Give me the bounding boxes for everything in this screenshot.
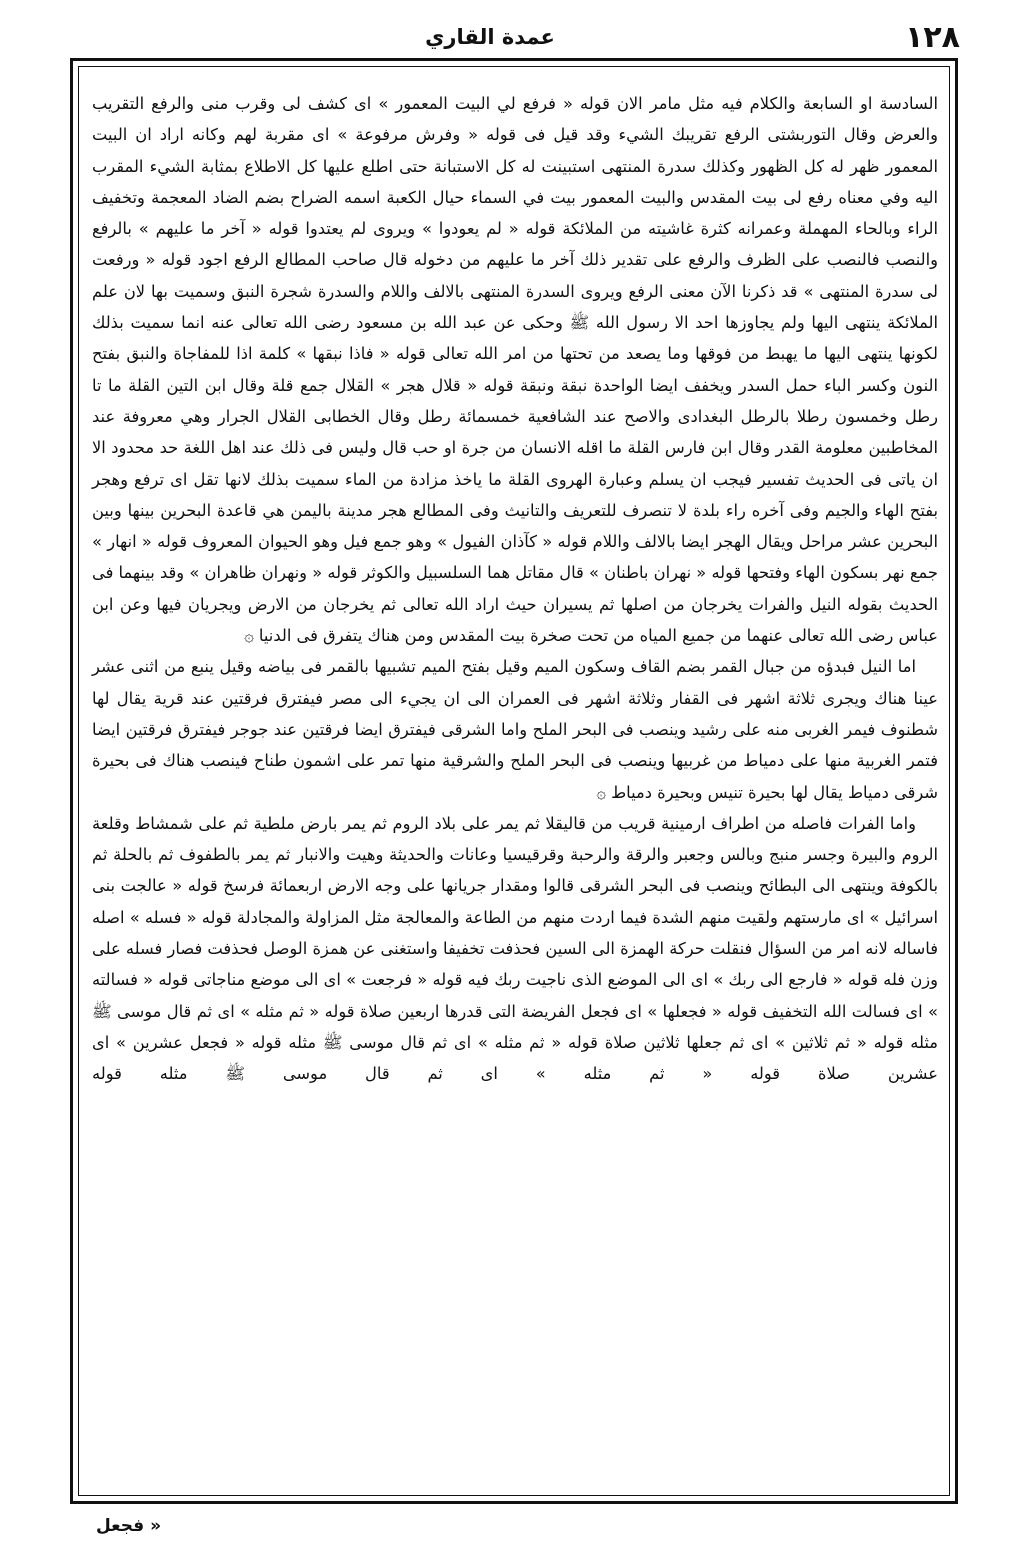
page-number: ١٢٨ <box>905 20 960 55</box>
running-title: عمدة القاري <box>425 25 555 49</box>
commentary-paragraph-euphrates: واما الفرات فاصله من اطراف ارمينية قريب من قاليقلا ثم يمر على بلاد الروم ثم يمر بارض ملطية ثم على شمشاط وقلعة الروم والبيرة وجسر منبج وبالس وجعبر والرقة والرحبة وقرقيسيا وعانات والحديثة وهيت والانبار ثم يمر بالطفوف ثم بالحلة ثم بالكوفة وينتهى الى البطائح وينصب فى البحر الشرقى قالوا ومقدار جريانها على وجه الارض اربعمائة فرسخ قوله « عالجت بنى اسرائيل » اى مارستهم ولقيت منهم الشدة فيما اردت منهم من الطاعة والمعالجة مثل المزاولة والمجادلة قوله « فسله » اصله فاساله لانه امر من السؤال فنقلت حركة الهمزة الى السين فحذفت تخفيفا واستغنى عن همزة الوصل فحذفت فصار فسله على وزن فله قوله « فارجع الى ربك » اى الى الموضع الذى ناجيت ربك فيه قوله « فرجعت » اى الى موضع مناجاتى قوله « فسالته » اى فسالت الله التخفيف قوله « فجعلها » اى فجعل الفريضة التى قدرها اربعين صلاة قوله « ثم مثله » اى ثم قال موسى ﷺ مثله قوله « ثم ثلاثين » اى ثم جعلها ثلاثين صلاة قوله « ثم مثله » اى ثم قال موسى ﷺ مثله قوله « فجعل عشرين » اى عشرين صلاة قوله « ثم مثله » اى ثم قال موسى ﷺ مثله قوله <box>92 813 938 1084</box>
main-text <box>92 88 938 1488</box>
commentary-paragraph-nile: اما النيل فبدؤه من جبال القمر بضم القاف وسكون الميم وقيل بفتح الميم تشبيها بالقمر فى بياضه وقيل ينبع من اثنى عشر عينا هناك ويجرى ثلاثة اشهر فى القفار وثلاثة اشهر فى العمران الى ان يجيء الى مصر فيفترق فرقتين عند قرية يقال لها شطنوف فيمر الغربى منه على رشيد وينصب فى البحر الملح واما الشرقى فيفترق ايضا فرقتين عند جوجر فيفترق فرقتين ايضا فتمر الغربية منها على دمياط من غربيها وينصب فى البحر الملح والشرقية منها تمر على اشمون طناح فينصب هناك فى بحيرة شرقى دمياط يقال لها بحيرة تنيس وبحيرة دمياط ۞ <box>92 657 938 802</box>
catchword: « فجعل <box>96 1516 162 1536</box>
commentary-paragraph-1: السادسة او السابعة والكلام فيه مثل مامر الان قوله « فرفع لي البيت المعمور » اى كشف لى وقرب منى والرفع التقريب والعرض وقال التوربشتى الرفع تقريبك الشيء وقد قيل فى قوله « وفرش مرفوعة » اى مقربة لهم وكانه اراد ان البيت المعمور ظهر له كل الظهور وكذلك سدرة المنتهى استبينت له كل الاستبانة حتى اطلع عليها كل الاطلاع بمثابة الشيء المقرب اليه وفي معناه رفع لى بيت المقدس والبيت المعمور بيت في السماء حيال الكعبة اسمه الضراح بضم الضاد المعجمة وتخفيف الراء وبالحاء المهملة وعمرانه كثرة غاشيته من الملائكة قوله « لم يعودوا » ويروى لم يعتدوا قوله « آخر ما عليهم » بالرفع والنصب فالنصب على الظرف والرفع على تقدير ذلك آخر ما عليهم من دخوله قال صاحب المطالع الرفع اجود قوله « ورفعت لى سدرة المنتهى » قد ذكرنا الآن معنى الرفع ويروى السدرة المنتهى بالالف واللام والسدرة شجرة النبق وسميت بها لان علم الملائكة ينتهى اليها ولم يجاوزها احد الا رسول الله ﷺ وحكى عن عبد الله بن مسعود رضى الله تعالى عنه انما سميت بذلك لكونها ينتهى اليها ما يهبط من فوقها وما يصعد من تحتها من امر الله تعالى قوله « فاذا نبقها » كلمة اذا للمفاجاة والنبق بفتح النون وكسر الباء حمل السدر ويخفف ايضا الواحدة نبقة ونبقة قوله « قلال هجر » القلال جمع قلة وقال ابن التين القلة ما تا رطل وخمسون رطلا بالرطل البغدادى والاصح عند الشافعية خمسمائة رطل وقال الخطابى القلال الجرار وهي معروفة عند المخاطبين معلومة القدر وقال ابن فارس القلة ما اقله الانسان من جرة او حب قال وليس فى ذلك عند اهل اللغة حد محدود الا ان ياتى فى الحديث تفسير فيجب ان يسلم وعبارة الهروى القلة ما ياخذ مزادة من الماء سميت بذلك لانها تقل اى ترفع وهجر بفتح الهاء والجيم وفى آخره راء بلدة لا تنصرف للتعريف والتانيث وفى المطالع هجر مدينة باليمن هي قاعدة البحرين بينها وبين البحرين عشر مراحل ويقال الهجر ايضا بالالف واللام قوله « كآذان الفيول » وهو جمع فيل وهو الحيوان المعروف قوله « انهار » جمع نهر بسكون الهاء وفتحها قوله « نهران باطنان » قال مقاتل هما السلسبيل والكوثر قوله « ونهران ظاهران » وقد بينهما فى الحديث بقوله النيل والفرات يخرجان من اصلها ثم يسيران حيث اراد الله تعالى ثم يخرجان من الارض ويجريان فيها وعن ابن عباس رضى الله تعالى عنهما من جميع المياه من تحت صخرة بيت المقدس ومن هناك يتفرق فى الدنيا ۞ <box>92 94 938 646</box>
page-header <box>60 18 960 58</box>
